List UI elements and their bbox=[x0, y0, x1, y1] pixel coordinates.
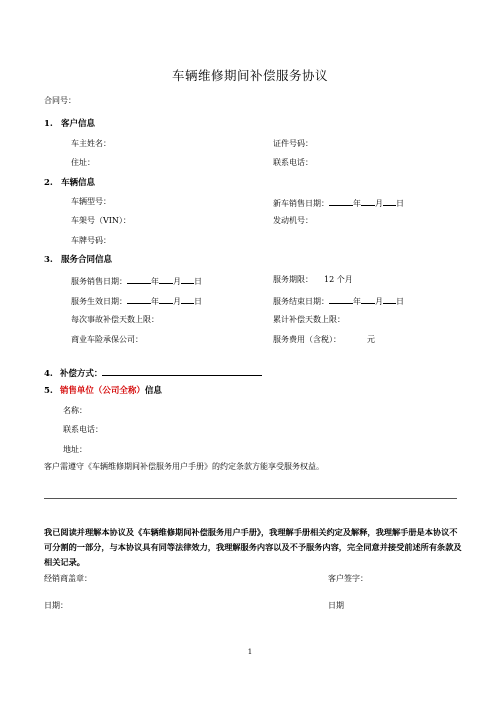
year-label: 年 bbox=[151, 297, 159, 306]
month-label: 月 bbox=[173, 297, 181, 306]
insurer-label: 商业车险承保公司： bbox=[71, 335, 143, 344]
customer-signature-label: 客户签字： bbox=[328, 574, 368, 583]
total-limit-label: 累计补偿天数上限： bbox=[273, 315, 345, 324]
year-label: 年 bbox=[151, 277, 159, 286]
month-label: 月 bbox=[375, 297, 383, 306]
section-1-number: 1. bbox=[44, 119, 53, 129]
service-start-date bbox=[71, 295, 202, 307]
id-number-label: 证件号码： bbox=[273, 139, 313, 148]
year-label: 年 bbox=[353, 199, 361, 208]
service-fee-label: 服务费用（含税）： bbox=[273, 335, 341, 344]
month-label: 月 bbox=[173, 277, 181, 286]
section-5-number: 5. bbox=[44, 386, 53, 396]
address-label: 住址： bbox=[71, 158, 95, 167]
phone-label: 联系电话： bbox=[273, 158, 313, 167]
section-5 bbox=[44, 386, 162, 396]
terms-notice: 客户需遵守《车辆维修期间补偿服务用户手册》的约定条款方能享受服务权益。 bbox=[44, 462, 324, 471]
vin-label: 车架号（VIN）： bbox=[71, 216, 131, 225]
service-period-label: 服务期限： bbox=[273, 275, 313, 284]
dealer-seal-label: 经销商盖章： bbox=[44, 574, 92, 583]
service-period-value: 12 个月 bbox=[324, 275, 353, 284]
new-car-sale-date-label: 新车销售日期： bbox=[273, 199, 329, 208]
section-5-title: 信息 bbox=[144, 386, 162, 396]
section-3-number: 3. bbox=[44, 255, 53, 265]
section-4-title: 补偿方式： bbox=[59, 369, 103, 379]
section-2-number: 2. bbox=[44, 178, 53, 188]
service-sale-date bbox=[71, 275, 202, 287]
separator-line bbox=[44, 498, 457, 499]
section-1-title: 客户信息 bbox=[61, 119, 96, 129]
engine-number-label: 发动机号： bbox=[273, 216, 313, 225]
day-label: 日 bbox=[396, 199, 404, 208]
service-end-date-label: 服务结束日期： bbox=[273, 297, 329, 306]
day-label: 日 bbox=[396, 297, 404, 306]
section-3-title: 服务合同信息 bbox=[61, 255, 113, 265]
page-number: 1 bbox=[247, 648, 253, 656]
year-label: 年 bbox=[353, 297, 361, 306]
per-accident-limit-label: 每次事故补偿天数上限： bbox=[71, 315, 159, 324]
new-car-sale-date bbox=[273, 197, 404, 209]
dealer-address-label: 地址： bbox=[63, 445, 87, 454]
section-4-number: 4. bbox=[44, 369, 53, 379]
section-5-title-red: 销售单位（公司全称） bbox=[59, 386, 145, 396]
owner-name-label: 车主姓名： bbox=[71, 139, 111, 148]
document-title: 车辆维修期间补偿服务协议 bbox=[171, 68, 328, 83]
vehicle-model-label: 车辆型号： bbox=[71, 197, 111, 206]
section-4 bbox=[44, 367, 262, 379]
fee-unit: 元 bbox=[367, 335, 375, 344]
dealer-phone-label: 联系电话： bbox=[63, 425, 103, 434]
dealer-name-label: 名称： bbox=[63, 406, 87, 415]
service-period bbox=[273, 275, 353, 285]
service-end-date bbox=[273, 295, 404, 307]
date-left-label: 日期： bbox=[44, 601, 68, 610]
month-label: 月 bbox=[375, 199, 383, 208]
service-sale-date-label: 服务销售日期： bbox=[71, 277, 127, 286]
service-fee bbox=[273, 335, 375, 345]
contract-number-label: 合同号： bbox=[44, 96, 76, 105]
plate-number-label: 车牌号码： bbox=[71, 236, 111, 245]
date-right-label: 日期 bbox=[328, 601, 344, 610]
day-label: 日 bbox=[194, 297, 202, 306]
day-label: 日 bbox=[194, 277, 202, 286]
agreement-statement: 我已阅读并理解本协议及《车辆维修期间补偿服务用户手册》，我理解手册相关约定及解释，我理解手册是本协议不可分割的一部分，与本协议具有同等法律效力，我理解服务内容以及不予服务内容，完全同意并接受前述所有条款及相关记录。 bbox=[44, 527, 462, 567]
service-start-date-label: 服务生效日期： bbox=[71, 297, 127, 306]
section-2-title: 车辆信息 bbox=[61, 178, 96, 188]
